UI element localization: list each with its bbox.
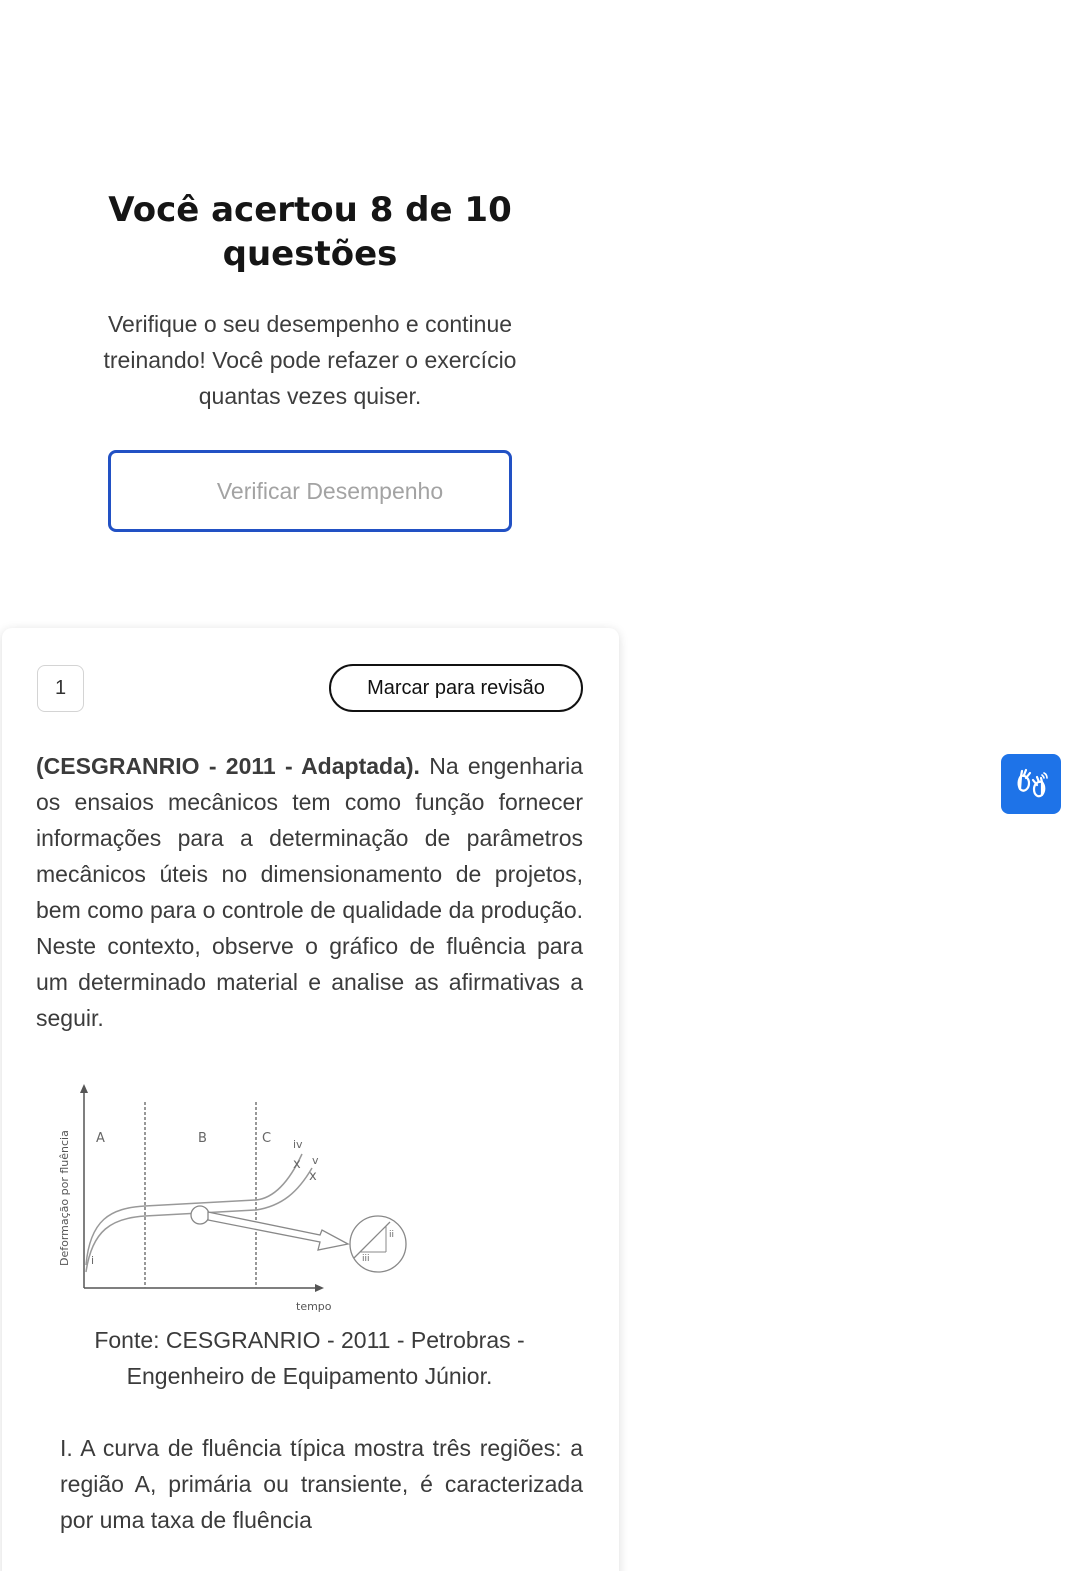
creep-curve-figure — [50, 1080, 420, 1316]
zoom-circle-small — [191, 1206, 209, 1224]
point-label-iv: iv — [293, 1138, 303, 1151]
question-number: 1 — [37, 665, 84, 712]
result-subtitle: Verifique o seu desempenho e continue treinando! Você pode refazer o exercício quantas vezes quiser. — [103, 311, 517, 409]
zoom-circle-large — [350, 1216, 406, 1272]
point-label-v: v — [312, 1154, 319, 1167]
y-axis-arrow — [80, 1084, 88, 1093]
statement-1: I. A curva de fluência típica mostra três regiões: a região A, primária ou transiente, é caracterizada por uma taxa de fluência — [60, 1435, 583, 1533]
zoom-arrow — [208, 1212, 348, 1250]
region-label-c: C — [262, 1131, 272, 1146]
region-label-b: B — [198, 1131, 207, 1146]
x-axis-label: tempo — [296, 1300, 332, 1313]
x-axis-arrow — [315, 1284, 324, 1292]
result-title: Você acertou 8 de 10 questões — [108, 190, 512, 274]
libras-hands-icon — [1012, 765, 1050, 803]
question-body: Na engenharia os ensaios mecânicos tem como função fornecer informações para a determinação de parâmetros mecânicos úteis no dimensionamento de projetos, bem como para o controle de qualidade da produção. Neste contexto, observe o gráfico de fluência para um determinado material e analise as afirmativas a seguir. — [36, 753, 584, 1031]
question-text — [36, 748, 583, 1036]
rupture-marker-iv: x — [293, 1157, 301, 1172]
accessibility-libras-button[interactable] — [1001, 754, 1061, 814]
question-card — [2, 628, 619, 1571]
figure-caption: Fonte: CESGRANRIO - 2011 - Petrobras - Engenheiro de Equipamento Júnior. — [94, 1327, 525, 1389]
y-axis-label: Deformação por fluência — [58, 1130, 71, 1266]
rupture-marker-v: x — [309, 1169, 317, 1184]
mark-for-review-button[interactable]: Marcar para revisão — [329, 664, 583, 712]
point-label-iii: iii — [362, 1254, 370, 1264]
region-label-a: A — [96, 1131, 105, 1146]
point-label-i: i — [91, 1254, 95, 1267]
point-label-ii: ii — [389, 1230, 395, 1240]
question-source: (CESGRANRIO - 2011 - Adaptada). — [36, 753, 420, 779]
verify-performance-button[interactable]: Verificar Desempenho — [108, 450, 512, 532]
